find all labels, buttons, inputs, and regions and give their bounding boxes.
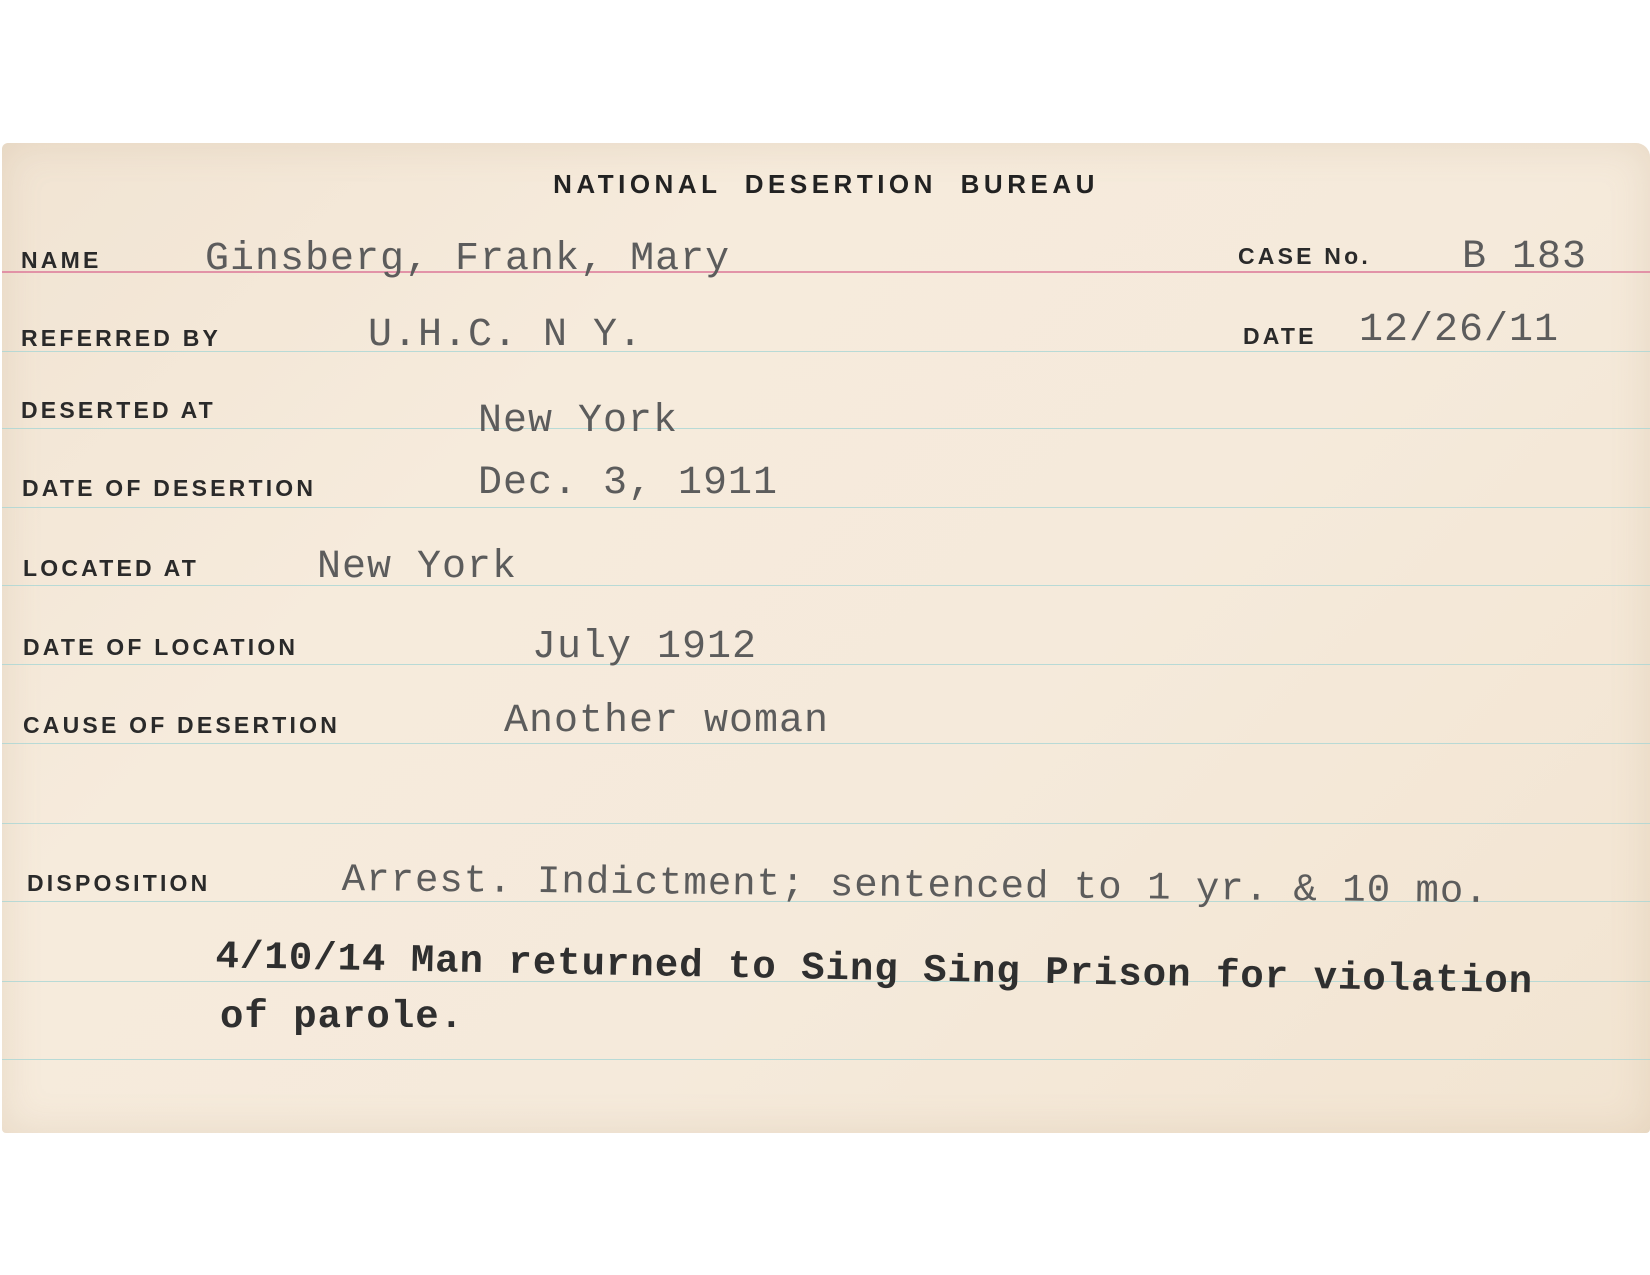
name-label: NAME — [21, 247, 102, 273]
ruled-line — [2, 585, 1650, 586]
disposition-line-1: Arrest. Indictment; sentenced to 1 yr. & 10 mo. — [341, 858, 1489, 915]
located-at-value: New York — [317, 545, 518, 590]
case-no-value: B 183 — [1462, 235, 1588, 280]
case-no-label: CASE No. — [1238, 243, 1371, 269]
ruled-line — [2, 823, 1650, 824]
date-label: DATE — [1243, 323, 1317, 349]
date-of-desertion-label: DATE OF DESERTION — [22, 475, 317, 501]
ruled-line — [2, 428, 1650, 429]
disposition-label: DISPOSITION — [27, 870, 211, 896]
cause-of-desertion-label: CAUSE OF DESERTION — [23, 712, 341, 738]
cause-of-desertion-value: Another woman — [504, 699, 830, 744]
date-value: 12/26/11 — [1359, 308, 1560, 353]
deserted-at-label: DESERTED AT — [21, 397, 216, 423]
date-of-location-label: DATE OF LOCATION — [23, 634, 299, 660]
date-of-desertion-value: Dec. 3, 1911 — [478, 461, 779, 506]
card-title: NATIONAL DESERTION BUREAU — [553, 169, 1099, 199]
date-of-location-value: July 1912 — [532, 625, 758, 670]
ruled-line — [2, 1059, 1650, 1060]
located-at-label: LOCATED AT — [23, 555, 199, 581]
disposition-line-2: 4/10/14 Man returned to Sing Sing Prison for violation — [215, 935, 1534, 1005]
ruled-line — [2, 664, 1650, 665]
ruled-line — [2, 507, 1650, 508]
index-card — [2, 143, 1650, 1133]
referred-by-value: U.H.C. N Y. — [368, 313, 644, 358]
disposition-line-3: of parole. — [220, 995, 465, 1039]
deserted-at-value: New York — [478, 399, 679, 444]
referred-by-label: REFERRED BY — [21, 325, 222, 351]
name-value: Ginsberg, Frank, Mary — [205, 237, 731, 282]
